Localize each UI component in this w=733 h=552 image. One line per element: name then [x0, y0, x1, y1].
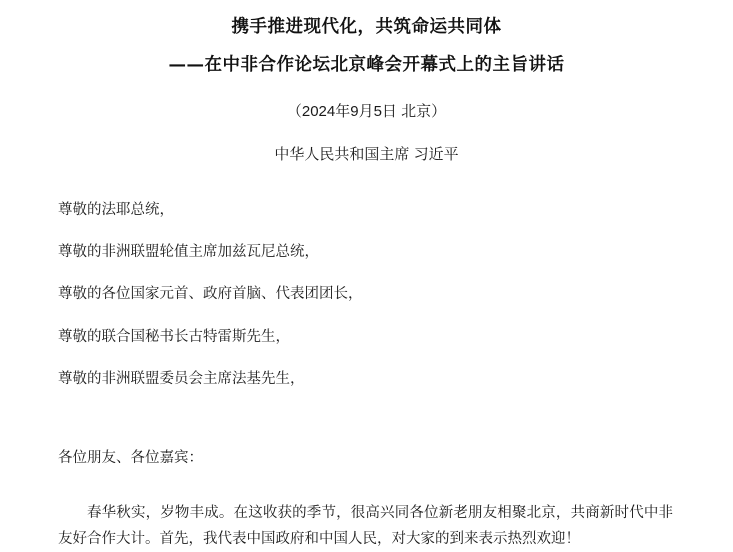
- body-paragraph: 春华秋实，岁物丰成。在这收获的季节，很高兴同各位新老朋友相聚北京，共商新时代中非友好合作大计。首先，我代表中国政府和中国人民，对大家的到来表示热烈欢迎！: [58, 501, 673, 552]
- salutation-line: 尊敬的非洲联盟轮值主席加兹瓦尼总统，: [58, 241, 673, 263]
- salutation-line: 尊敬的法耶总统，: [58, 199, 673, 221]
- page-title: 携手推进现代化，共筑命运共同体: [0, 14, 733, 40]
- page-subtitle: ——在中非合作论坛北京峰会开幕式上的主旨讲话: [0, 52, 733, 78]
- salutation-line: 尊敬的联合国秘书长古特雷斯先生，: [58, 326, 673, 348]
- document-body: [0, 199, 733, 552]
- spacer: [58, 411, 673, 447]
- addressee-line: 各位朋友、各位嘉宾：: [58, 447, 673, 469]
- title-block: [0, 0, 733, 165]
- date-line: （2024年9月5日 北京）: [0, 101, 733, 122]
- author-line: 中华人民共和国主席 习近平: [0, 144, 733, 165]
- salutation-line: 尊敬的非洲联盟委员会主席法基先生，: [58, 368, 673, 390]
- salutation-line: 尊敬的各位国家元首、政府首脑、代表团团长，: [58, 283, 673, 305]
